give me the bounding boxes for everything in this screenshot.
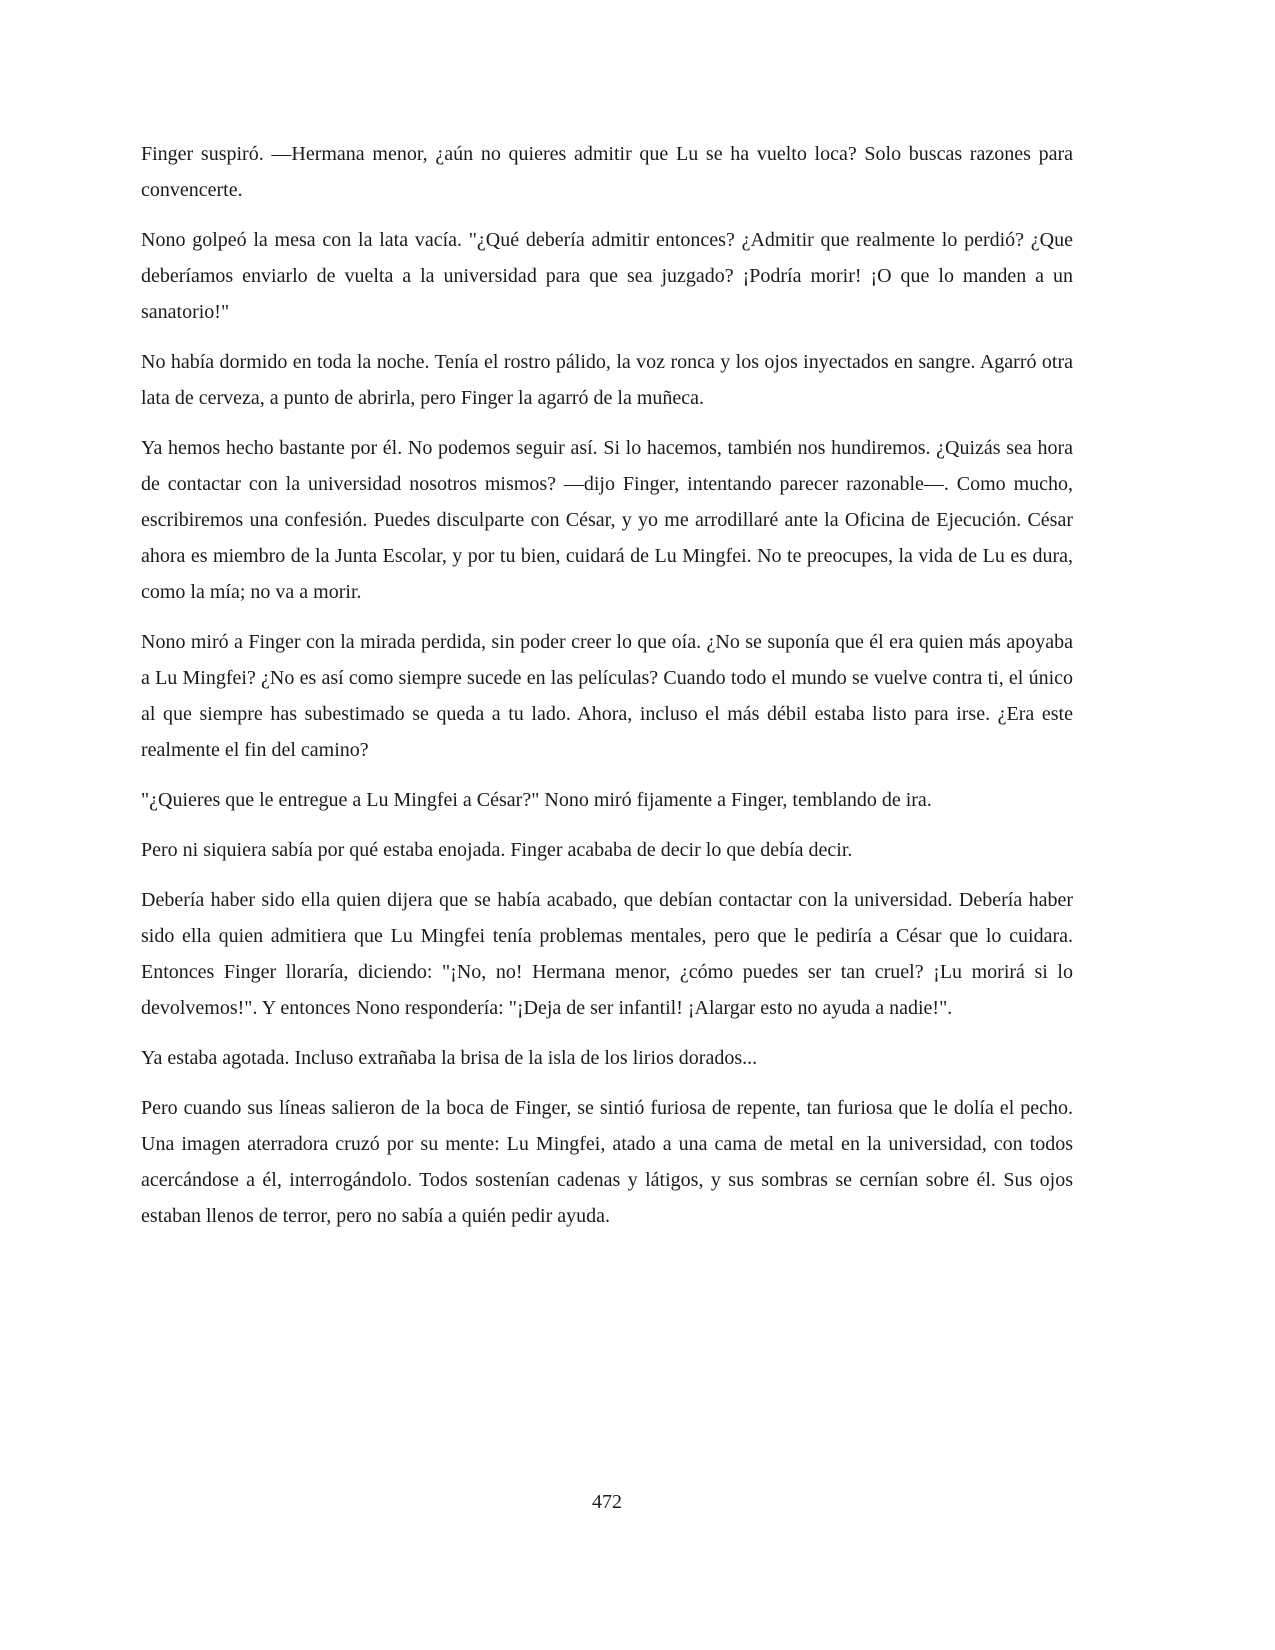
page-body-text: [141, 136, 1073, 1248]
paragraph: Nono golpeó la mesa con la lata vacía. "¿Qué debería admitir entonces? ¿Admitir que realmente lo perdió? ¿Que deberíamos enviarlo de vuelta a la universidad para que sea juzgado? ¡Podría morir! ¡O que lo manden a un sanatorio!": [141, 229, 1073, 323]
paragraph: Ya estaba agotada. Incluso extrañaba la brisa de la isla de los lirios dorados...: [141, 1047, 758, 1069]
paragraph: No había dormido en toda la noche. Tenía el rostro pálido, la voz ronca y los ojos inyectados en sangre. Agarró otra lata de cerveza, a punto de abrirla, pero Finger la agarró de la muñeca.: [141, 351, 1073, 409]
paragraph: "¿Quieres que le entregue a Lu Mingfei a César?" Nono miró fijamente a Finger, temblando de ira.: [141, 789, 932, 811]
paragraph: Debería haber sido ella quien dijera que se había acabado, que debían contactar con la universidad. Debería haber sido ella quien admitiera que Lu Mingfei tenía problemas mentales, pero que le pediría a César que lo cuidara. Entonces Finger lloraría, diciendo: "¡No, no! Hermana menor, ¿cómo puedes ser tan cruel? ¡Lu morirá si lo devolvemos!". Y entonces Nono respondería: "¡Deja de ser infantil! ¡Alargar esto no ayuda a nadie!".: [141, 889, 1073, 1019]
page-number: 472: [592, 1491, 622, 1513]
paragraph: Nono miró a Finger con la mirada perdida, sin poder creer lo que oía. ¿No se suponía que él era quien más apoyaba a Lu Mingfei? ¿No es así como siempre sucede en las películas? Cuando todo el mundo se vuelve contra ti, el único al que siempre has subestimado se queda a tu lado. Ahora, incluso el más débil estaba listo para irse. ¿Era este realmente el fin del camino?: [141, 631, 1073, 761]
paragraph: Finger suspiró. —Hermana menor, ¿aún no quieres admitir que Lu se ha vuelto loca? Solo buscas razones para convencerte.: [141, 143, 1073, 201]
paragraph: Pero cuando sus líneas salieron de la boca de Finger, se sintió furiosa de repente, tan furiosa que le dolía el pecho. Una imagen aterradora cruzó por su mente: Lu Mingfei, atado a una cama de metal en la universidad, con todos acercándose a él, interrogándolo. Todos sostenían cadenas y látigos, y sus sombras se cernían sobre él. Sus ojos estaban llenos de terror, pero no sabía a quién pedir ayuda.: [141, 1097, 1073, 1227]
paragraph: Ya hemos hecho bastante por él. No podemos seguir así. Si lo hacemos, también nos hundiremos. ¿Quizás sea hora de contactar con la universidad nosotros mismos? —dijo Finger, intentando parecer razonable—. Como mucho, escribiremos una confesión. Puedes disculparte con César, y yo me arrodillaré ante la Oficina de Ejecución. César ahora es miembro de la Junta Escolar, y por tu bien, cuidará de Lu Mingfei. No te preocupes, la vida de Lu es dura, como la mía; no va a morir.: [141, 437, 1073, 603]
paragraph: Pero ni siquiera sabía por qué estaba enojada. Finger acababa de decir lo que debía decir.: [141, 839, 853, 861]
